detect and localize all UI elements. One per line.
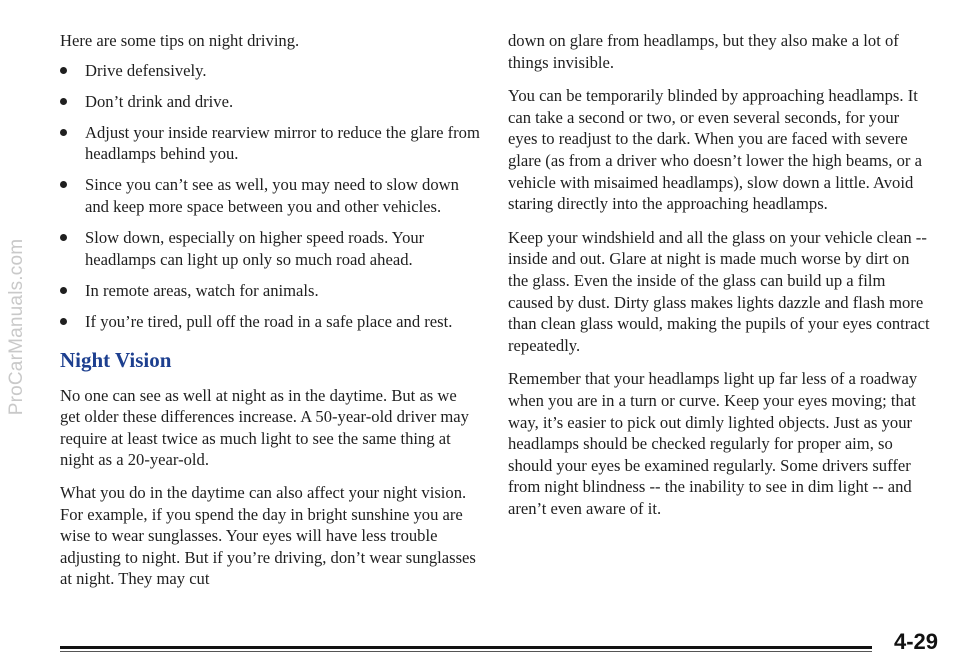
bullet-icon: [60, 287, 67, 294]
tip-text: Drive defensively.: [85, 60, 207, 80]
footer-rule: [60, 646, 872, 649]
left-column: [60, 30, 480, 601]
bullet-icon: [60, 67, 67, 74]
list-item: [60, 280, 480, 302]
body-paragraph: You can be temporarily blinded by approaching headlamps. It can take a second or two, or even several seconds, for your eyes to readjust to the dark. When you are faced with severe glare (as from a driver who doesn’t lower the high beams, or a vehicle with misaimed headlamps), slow down a little. Avoid staring directly into the approaching headlamps.: [508, 86, 922, 214]
tip-text: Adjust your inside rearview mirror to reduce the glare from headlamps behind you.: [85, 122, 480, 164]
tip-text: In remote areas, watch for animals.: [85, 280, 319, 300]
list-item: [60, 91, 480, 113]
page-number: 4-29: [893, 629, 938, 653]
bullet-icon: [60, 181, 67, 188]
list-item: [60, 227, 480, 270]
body-paragraph: down on glare from headlamps, but they also make a lot of things invisible.: [508, 31, 899, 72]
list-item: [60, 311, 480, 333]
bullet-icon: [60, 98, 67, 105]
intro-text: Here are some tips on night driving.: [60, 31, 300, 50]
bullet-icon: [60, 129, 67, 136]
tip-text: Since you can’t see as well, you may need to slow down and keep more space between you and other vehicles.: [85, 175, 459, 217]
tip-text: Slow down, especially on higher speed roads. Your headlamps can light up only so much road ahead.: [85, 228, 425, 269]
tip-text: If you’re tired, pull off the road in a safe place and rest.: [85, 311, 453, 331]
watermark-text: ProCarManuals.com: [6, 238, 27, 415]
right-column: [508, 30, 932, 531]
list-item: [60, 122, 480, 165]
list-item: [60, 174, 480, 217]
night-driving-tips-list: [60, 60, 480, 333]
bullet-icon: [60, 318, 67, 325]
body-paragraph: No one can see as well at night as in the daytime. But as we get older these differences increase. A 50-year-old driver may require at least twice as much light to see the same thing at night as a 20-year-old.: [60, 385, 469, 470]
bullet-icon: [60, 234, 67, 241]
body-paragraph: What you do in the daytime can also affect your night vision. For example, if you spend the day in bright sunshine you are wise to wear sunglasses. Your eyes will have less trouble adjusting to night. But if you’re driving, don’t wear sunglasses at night. They may cut: [60, 482, 476, 589]
list-item: [60, 60, 480, 82]
watermark: [2, 0, 32, 653]
body-paragraph: Remember that your headlamps light up far less of a roadway when you are in a turn or curve. Keep your eyes moving; that way, it’s easier to pick out dimly lighted objects. Just as your headlamps should be checked regularly for proper aim, so should your eyes be examined regularly. Some drivers suffer from night blindness -- the inability to see in dim light -- and aren’t even aware of it.: [508, 369, 918, 518]
footer-rule-thin: [60, 651, 872, 652]
section-title-night-vision: Night Vision: [60, 347, 172, 372]
tip-text: Don’t drink and drive.: [85, 91, 234, 111]
body-paragraph: Keep your windshield and all the glass on your vehicle clean -- inside and out. Glare at night is made much worse by dirt on the glass. Even the inside of the glass can build up a film caused by dust. Dirty glass makes lights dazzle and flash more than clean glass would, making the pupils of your eyes contract repeatedly.: [508, 227, 930, 355]
